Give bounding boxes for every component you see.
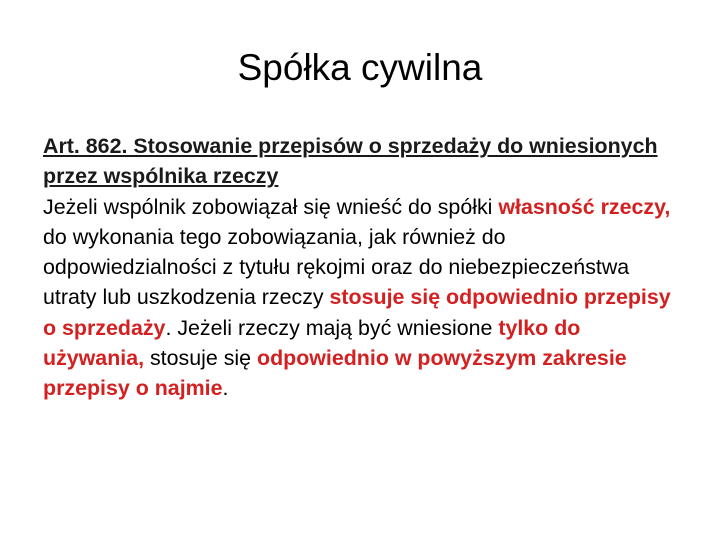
article-segment-1: własność rzeczy, (498, 194, 671, 219)
article-segment-0: Jeżeli wspólnik zobowiązał się wnieść do spółki (43, 194, 499, 219)
article-heading: Art. 862. Stosowanie przepisów o sprzedaży do wniesionych przez wspólnika rzeczy (43, 134, 658, 189)
article-segment-2: do wykonania tego zobowiązania, jak również do odpowiedzialności z tytułu rękojmi oraz do niebezpieczeństwa utraty lub uszkodzenia rzeczy (43, 224, 630, 310)
article-body (43, 131, 683, 404)
article-segment-6: stosuje się (144, 346, 257, 371)
slide-title: Spółka cywilna (237, 47, 483, 88)
article-segment-7: odpowiednio w powyższym zakresie przepisy o najmie (43, 346, 627, 401)
article-segment-8: . (222, 376, 229, 401)
article-segment-4: . Jeżeli rzeczy mają być wniesione (165, 315, 499, 340)
article-segment-3: stosuje się odpowiednio przepisy o sprzedaży (43, 285, 671, 340)
article-segment-5: tylko do używania, (43, 315, 581, 371)
